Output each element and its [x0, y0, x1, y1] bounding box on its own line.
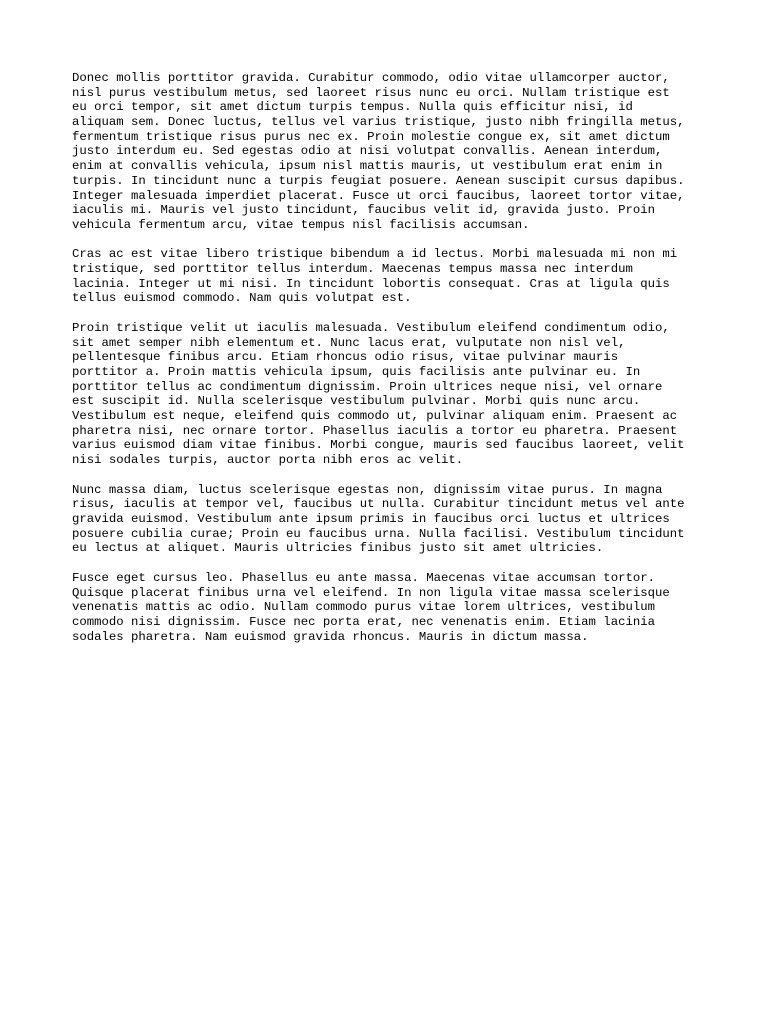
- text-line: porttitor a. Proin mattis vehicula ipsum, quis facilisis ante pulvinar eu. In: [72, 364, 641, 379]
- text-line: enim at convallis vehicula, ipsum nisl mattis mauris, ut vestibulum erat enim in: [72, 159, 663, 174]
- text-line: est suscipit id. Nulla scelerisque vestibulum pulvinar. Morbi quis nunc arcu.: [72, 394, 641, 409]
- text-line: sit amet semper nibh elementum et. Nunc lacus erat, vulputate non nisl vel,: [72, 335, 626, 350]
- text-line: fermentum tristique risus purus nec ex. Proin molestie congue ex, sit amet dictum: [72, 129, 670, 144]
- paragraph-3: [72, 321, 702, 468]
- text-line: pharetra nisi, nec ornare tortor. Phasellus iaculis a tortor eu pharetra. Praesent: [72, 423, 678, 438]
- text-line: porttitor tellus ac condimentum dignissim. Proin ultrices neque nisi, vel ornare: [72, 379, 663, 394]
- text-line: venenatis mattis ac odio. Nullam commodo purus vitae lorem ultrices, vestibulum: [72, 600, 655, 615]
- text-line: nisl purus vestibulum metus, sed laoreet risus nunc eu orci. Nullam tristique est: [72, 85, 670, 100]
- text-line: gravida euismod. Vestibulum ante ipsum primis in faucibus orci luctus et ultrices: [72, 511, 670, 526]
- text-line: posuere cubilia curae; Proin eu faucibus urna. Nulla facilisi. Vestibulum tincidunt: [72, 526, 685, 541]
- paragraph-1: [72, 71, 702, 233]
- text-line: iaculis mi. Mauris vel justo tincidunt, faucibus velit id, gravida justo. Proin: [72, 203, 655, 218]
- text-line: Fusce eget cursus leo. Phasellus eu ante massa. Maecenas vitae accumsan tortor.: [72, 570, 655, 585]
- text-line: eu lectus at aliquet. Mauris ultricies finibus justo sit amet ultricies.: [72, 541, 604, 556]
- text-line: tristique, sed porttitor tellus interdum. Maecenas tempus massa nec interdum: [72, 262, 633, 277]
- text-line: Nunc massa diam, luctus scelerisque egestas non, dignissim vitae purus. In magna: [72, 482, 663, 497]
- text-line: Quisque placerat finibus urna vel eleifend. In non ligula vitae massa scelerisque: [72, 585, 670, 600]
- text-line: eu orci tempor, sit amet dictum turpis tempus. Nulla quis efficitur nisi, id: [72, 100, 633, 115]
- text-line: nisi sodales turpis, auctor porta nibh eros ac velit.: [72, 453, 464, 468]
- paragraph-5: [72, 571, 702, 644]
- text-line: commodo nisi dignissim. Fusce nec porta erat, nec venenatis enim. Etiam lacinia: [72, 614, 655, 629]
- text-line: tellus euismod commodo. Nam quis volutpat est.: [72, 291, 412, 306]
- text-line: vehicula fermentum arcu, vitae tempus nisl facilisis accumsan.: [72, 217, 530, 232]
- text-line: Integer malesuada imperdiet placerat. Fusce ut orci faucibus, laoreet tortor vitae,: [72, 188, 685, 203]
- text-line: pellentesque finibus arcu. Etiam rhoncus odio risus, vitae pulvinar mauris: [72, 350, 619, 365]
- text-line: sodales pharetra. Nam euismod gravida rhoncus. Mauris in dictum massa.: [72, 629, 589, 644]
- text-line: turpis. In tincidunt nunc a turpis feugiat posuere. Aenean suscipit cursus dapibus.: [72, 173, 685, 188]
- text-line: risus, iaculis at tempor vel, faucibus ut nulla. Curabitur tincidunt metus vel ante: [72, 497, 685, 512]
- text-line: Cras ac est vitae libero tristique bibendum a id lectus. Morbi malesuada mi non mi: [72, 247, 678, 262]
- text-line: lacinia. Integer ut mi nisi. In tincidunt lobortis consequat. Cras at ligula quis: [72, 276, 670, 291]
- text-line: Proin tristique velit ut iaculis malesuada. Vestibulum eleifend condimentum odio,: [72, 320, 670, 335]
- text-line: varius euismod diam vitae finibus. Morbi congue, mauris sed faucibus laoreet, velit: [72, 438, 685, 453]
- paragraph-2: [72, 247, 702, 306]
- text-line: Donec mollis porttitor gravida. Curabitur commodo, odio vitae ullamcorper auctor,: [72, 71, 670, 85]
- text-line: Vestibulum est neque, eleifend quis commodo ut, pulvinar aliquam enim. Praesent ac: [72, 409, 678, 424]
- document-body: [72, 71, 702, 659]
- text-line: justo interdum eu. Sed egestas odio at nisi volutpat convallis. Aenean interdum,: [72, 144, 663, 159]
- paragraph-4: [72, 483, 702, 556]
- text-line: aliquam sem. Donec luctus, tellus vel varius tristique, justo nibh fringilla metus,: [72, 115, 685, 130]
